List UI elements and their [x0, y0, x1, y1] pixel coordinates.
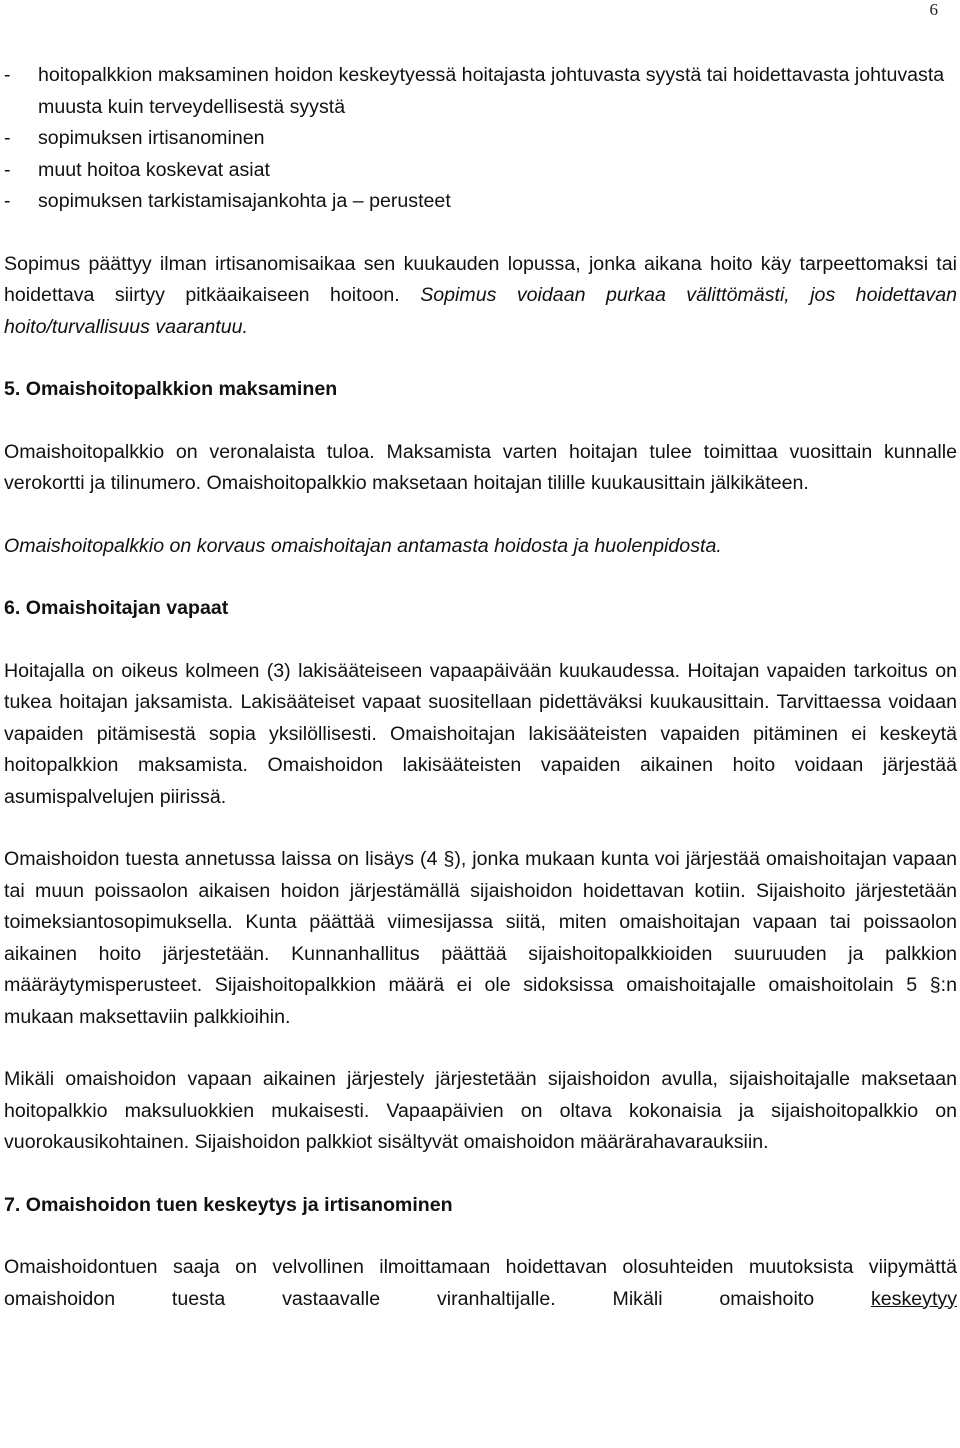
list-item: - sopimuksen irtisanominen — [4, 127, 265, 149]
section-6-paragraph-1: Hoitajalla on oikeus kolmeen (3) lakisääteiseen vapaapäivään kuukaudessa. Hoitajan vapaiden tarkoitus on tukea hoitajan jaksamista. Lakisääteiset vapaat suositellaan pidettäväksi kuukausittain. Tarvittaessa voidaan vapaiden pitämisestä sopia yksilöllisesti. Omaishoitajan lakisääteisten vapaiden pitäminen ei keskeytä hoitopalkkion maksamista. Omaishoidon lakisääteisten vapaiden aikainen hoito voidaan järjestää asumispalvelujen piirissä. — [4, 659, 957, 808]
list-item-text: sopimuksen irtisanominen — [38, 127, 265, 149]
section-7-paragraph-1 — [4, 1252, 957, 1315]
contract-items-list — [4, 60, 957, 218]
section-6-paragraph-2: Omaishoidon tuesta annetussa laissa on lisäys (4 §), jonka mukaan kunta voi järjestää omaishoitajan vapaan tai muun poissaolon aikaisen hoidon järjestämällä sijaishoidon hoidettavan kotiin. Sijaishoito järjestetään toimeksiantosopimuksella. Kunta päättää viimesijassa siitä, miten omaishoitajan vapaan tai poissaolon aikainen hoito järjestetään. Kunnanhallitus päättää sijaishoitopalkkioiden suuruuden ja palkkion määräytymisperusteet. Sijaishoitopalkkion määrä ei ole sidoksissa omaishoitajalle omaishoitolain 5 §:n mukaan maksettaviin palkkioihin. — [4, 848, 957, 1028]
section-7-heading: 7. Omaishoidon tuen keskeytys ja irtisanominen — [4, 1193, 453, 1216]
list-item-text: muut hoitoa koskevat asiat — [38, 158, 270, 181]
section-7-text: Omaishoidontuen saaja on velvollinen ilmoittamaan hoidettavan olosuhteiden muutoksista viipymättä omaishoidon tuesta vastaavalle viranhaltijalle. Mikäli omaishoito — [4, 1256, 957, 1310]
list-item: - sopimuksen tarkistamisajankohta ja – perusteet — [4, 190, 451, 212]
section-5-paragraph-1: Omaishoitopalkkio on veronalaista tuloa. Maksamista varten hoitajan tulee toimittaa vuosittain kunnalle verokortti ja tilinumero. Omaishoitopalkkio maksetaan hoitajan tilille kuukausittain jälkikäteen. — [4, 440, 957, 494]
section-5-paragraph-2: Omaishoitopalkkio on korvaus omaishoitajan antamasta hoidosta ja huolenpidosta. — [4, 534, 722, 557]
list-item-text: sopimuksen tarkistamisajankohta ja – perusteet — [38, 190, 451, 212]
list-item: - hoitopalkkion maksaminen hoidon keskeytyessä hoitajasta johtuvasta syystä tai hoidettavasta johtuvasta muusta kuin terveydellisestä syystä — [4, 64, 945, 118]
page-number: 6 — [929, 0, 938, 19]
section-6-heading: 6. Omaishoitajan vapaat — [4, 597, 229, 619]
document-body — [4, 60, 957, 1315]
contract-termination-italic: Sopimus voidaan purkaa välittömästi, jos hoidettavan hoito/turvallisuus vaarantuu. — [4, 284, 957, 338]
contract-end-paragraph — [4, 249, 957, 344]
list-item-text: hoitopalkkion maksaminen hoidon keskeytyessä hoitajasta johtuvasta syystä tai hoidettavasta johtuvasta muusta kuin terveydellisestä syystä — [38, 64, 945, 118]
section-6-paragraph-3: Mikäli omaishoidon vapaan aikainen järjestely järjestetään sijaishoidon avulla, sijaishoitajalle maksetaan hoitopalkkio maksuluokkien mukaisesti. Vapaapäivien on oltava kokonaisia ja sijaishoitopalkkio on vuorokausikohtainen. Sijaishoidon palkkiot sisältyvät omaishoidon määrärahavarauksiin. — [4, 1068, 957, 1153]
list-item: - muut hoitoa koskevat asiat — [4, 158, 270, 181]
underlined-word: keskeytyy — [870, 1287, 957, 1310]
contract-end-text: Sopimus päättyy ilman irtisanomisaikaa sen kuukauden lopussa, jonka aikana hoito käy tarpeettomaksi tai hoidettava siirtyy pitkäaikaiseen hoitoon. — [4, 252, 957, 306]
section-5-heading: 5. Omaishoitopalkkion maksaminen — [4, 378, 338, 400]
